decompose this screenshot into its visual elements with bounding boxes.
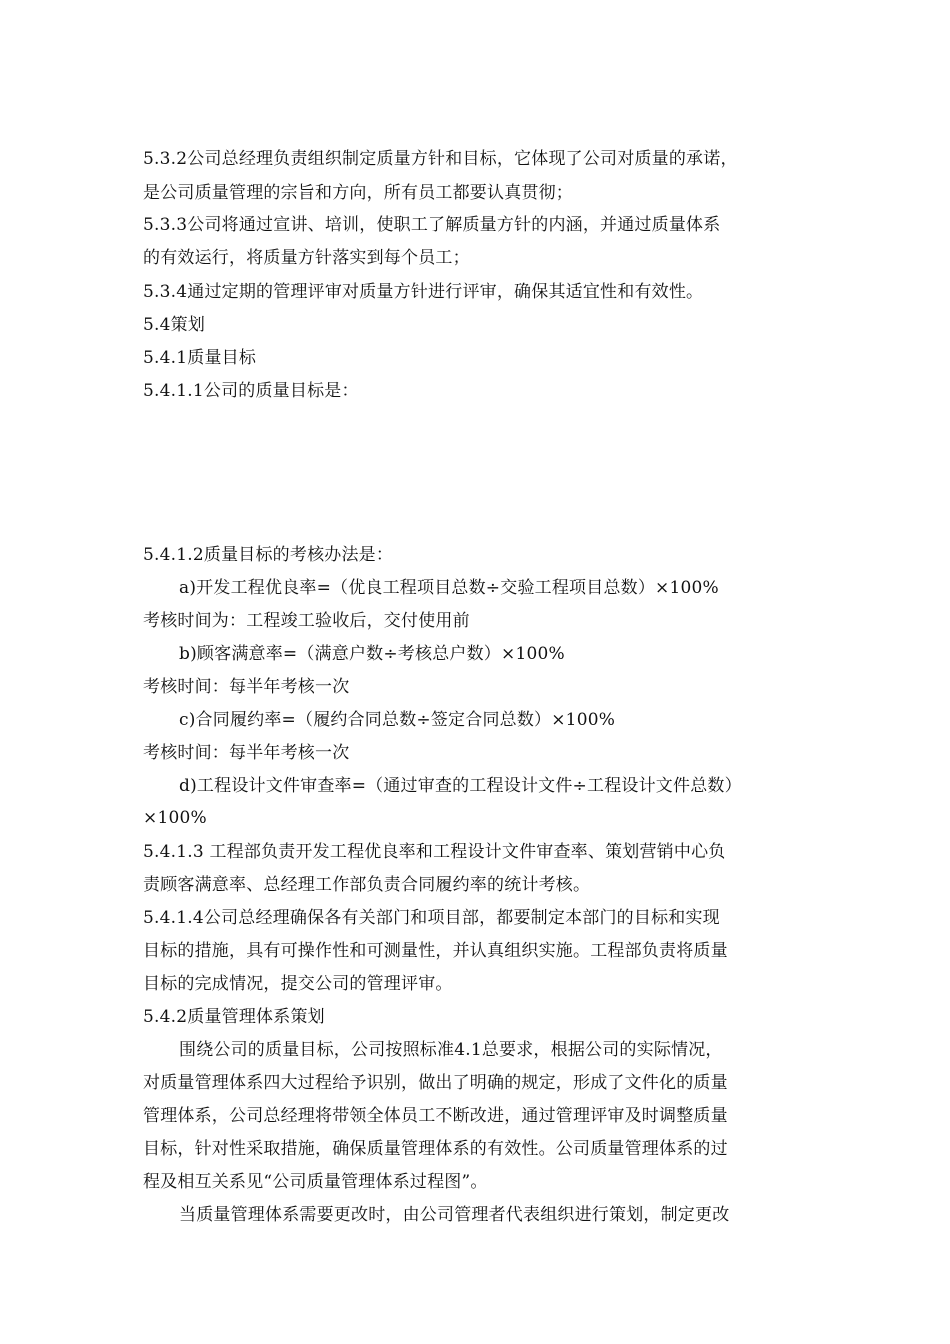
text-line: 目标的措施，具有可操作性和可测量性，并认真组织实施。工程部负责将质量 [143, 941, 728, 961]
section-heading: 5.4策划 [143, 315, 206, 335]
text-line: 的有效运行，将质量方针落实到每个员工； [143, 248, 470, 268]
text-line: 5.4.1.1公司的质量目标是： [143, 381, 359, 401]
text-line: 5.3.4通过定期的管理评审对质量方针进行评审，确保其适宜性和有效性。 [143, 282, 704, 302]
text-line: 5.4.1.4公司总经理确保各有关部门和项目部，都要制定本部门的目标和实现 [143, 908, 720, 928]
text-line: 管理体系，公司总经理将带领全体员工不断改进，通过管理评审及时调整质量 [143, 1106, 728, 1126]
text-line: 程及相互关系见“公司质量管理体系过程图”。 [143, 1172, 488, 1192]
text-line: 考核时间为：工程竣工验收后，交付使用前 [143, 611, 470, 631]
text-line: 5.3.2公司总经理负责组织制定质量方针和目标，它体现了公司对质量的承诺， [143, 149, 738, 169]
text-line: 5.4.1.2质量目标的考核办法是： [143, 545, 394, 565]
text-line: 考核时间：每半年考核一次 [143, 743, 350, 763]
text-line: 当质量管理体系需要更改时，由公司管理者代表组织进行策划，制定更改 [179, 1205, 730, 1225]
text-line: 是公司质量管理的宗旨和方向，所有员工都要认真贯彻； [143, 183, 573, 203]
formula-line: c)合同履约率=（履约合同总数÷签定合同总数）×100% [179, 710, 616, 730]
text-line: 对质量管理体系四大过程给予识别，做出了明确的规定，形成了文件化的质量 [143, 1073, 728, 1093]
text-line: 考核时间：每半年考核一次 [143, 677, 350, 697]
text-line: ×100% [143, 808, 207, 828]
formula-line: a)开发工程优良率=（优良工程项目总数÷交验工程项目总数）×100% [179, 578, 719, 598]
section-heading: 5.4.1质量目标 [143, 348, 257, 368]
text-line: 目标的完成情况，提交公司的管理评审。 [143, 974, 453, 994]
text-line: 目标，针对性采取措施，确保质量管理体系的有效性。公司质量管理体系的过 [143, 1139, 728, 1159]
formula-line: d)工程设计文件审查率=（通过审查的工程设计文件÷工程设计文件总数） [179, 776, 742, 796]
text-line: 围绕公司的质量目标，公司按照标准4.1总要求，根据公司的实际情况， [179, 1040, 723, 1060]
formula-line: b)顾客满意率=（满意户数÷考核总户数）×100% [179, 644, 565, 664]
text-line: 5.3.3公司将通过宣讲、培训，使职工了解质量方针的内涵，并通过质量体系 [143, 215, 721, 235]
text-line: 责顾客满意率、总经理工作部负责合同履约率的统计考核。 [143, 875, 591, 895]
section-heading: 5.4.2质量管理体系策划 [143, 1007, 325, 1027]
text-line: 5.4.1.3 工程部负责开发工程优良率和工程设计文件审查率、策划营销中心负 [143, 842, 726, 862]
